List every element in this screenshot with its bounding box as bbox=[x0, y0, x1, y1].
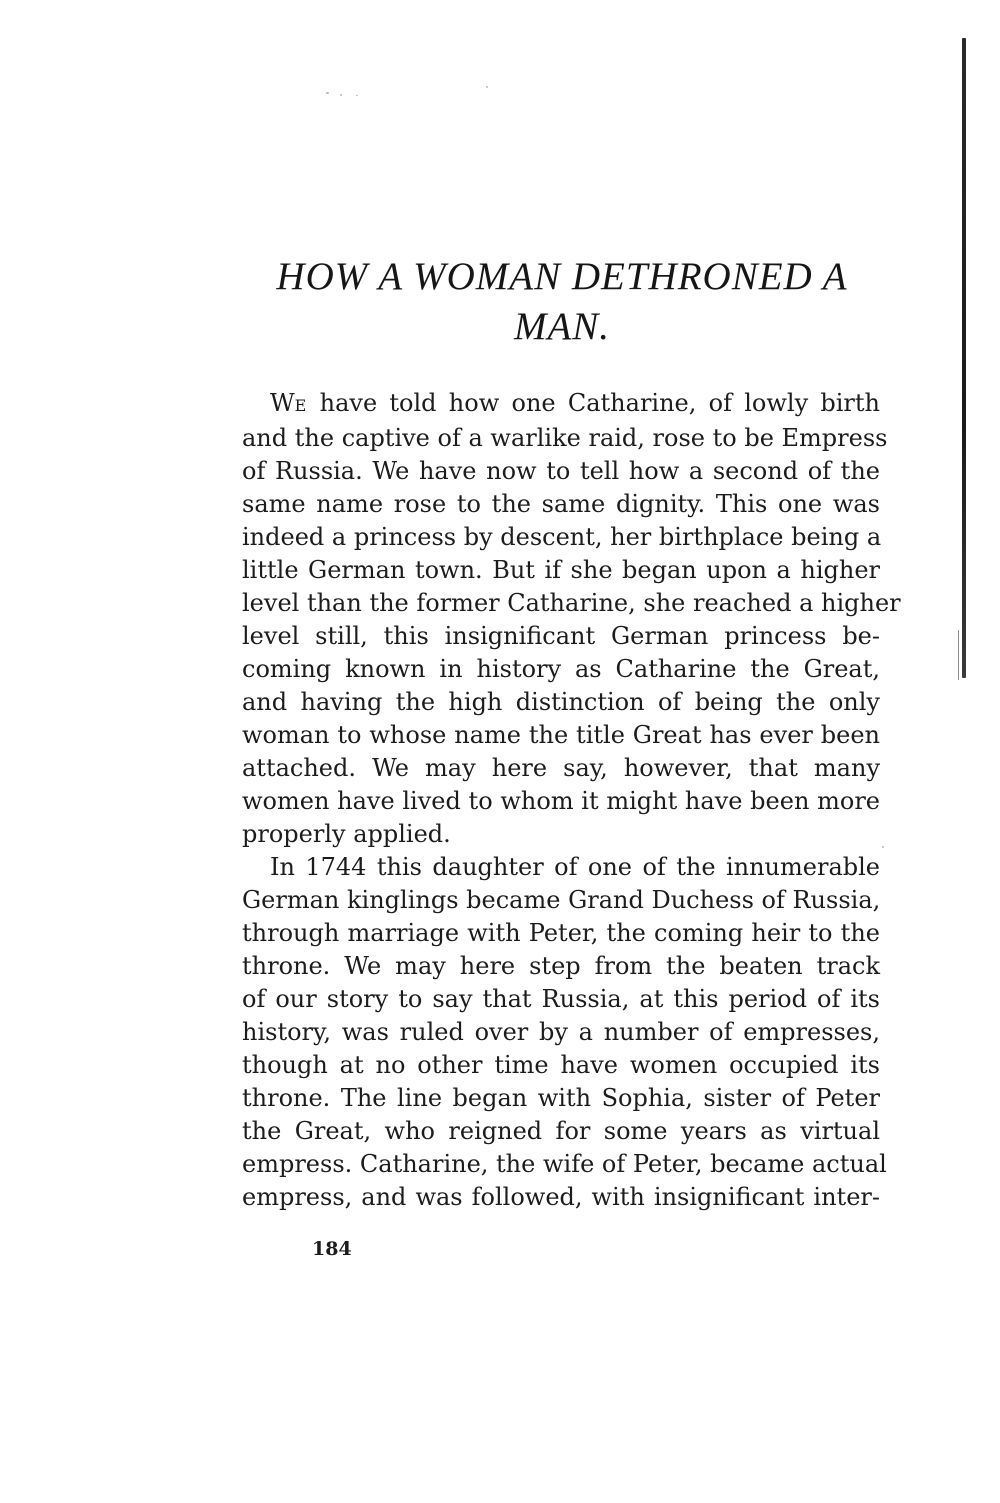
text-line-23: the Great, who reigned for some years as virtual bbox=[242, 1117, 880, 1145]
text-line-25: empress, and was followed, with insignificant inter- bbox=[242, 1183, 880, 1211]
dropcap-w: W bbox=[270, 389, 295, 417]
text-line-9: coming known in history as Catharine the Great, bbox=[242, 655, 880, 683]
page-number: 184 bbox=[312, 1238, 352, 1260]
text-line-10: and having the high distinction of being the only bbox=[242, 688, 880, 716]
text-line-13: women have lived to whom it might have been more bbox=[242, 787, 880, 815]
text-line-8: level still, this insignificant German princess be- bbox=[242, 622, 880, 650]
text-line-21: though at no other time have women occupied its bbox=[242, 1051, 880, 1079]
body-text bbox=[242, 387, 901, 1214]
chapter-title-line-1: HOW A WOMAN DETHRONED A bbox=[276, 255, 848, 298]
text-line-20: history, was ruled over by a number of empresses, bbox=[242, 1018, 880, 1046]
chapter-title bbox=[232, 252, 892, 352]
text-line-19: of our story to say that Russia, at this period of its bbox=[242, 985, 880, 1013]
text-line-1 bbox=[242, 387, 880, 422]
scan-speck bbox=[356, 95, 358, 96]
text-line-1-rest: have told how one Catharine, of lowly birth bbox=[307, 389, 880, 417]
text-line-18: throne. We may here step from the beaten track bbox=[242, 952, 880, 980]
page-edge-shadow-thin bbox=[958, 630, 959, 680]
text-line-15: In 1744 this daughter of one of the innumerable bbox=[270, 853, 880, 881]
text-line-3: of Russia. We have now to tell how a second of the bbox=[242, 457, 880, 485]
text-line-12: attached. We may here say, however, that many bbox=[242, 754, 880, 782]
text-line-6: little German town. But if she began upon a higher bbox=[242, 556, 880, 584]
text-line-11: woman to whose name the title Great has ever been bbox=[242, 721, 880, 749]
text-line-7: level than the former Catharine, she reached a higher bbox=[242, 589, 901, 617]
text-line-5: indeed a princess by descent, her birthplace being a bbox=[242, 523, 882, 551]
text-line-2: and the captive of a warlike raid, rose to be Empress bbox=[242, 424, 888, 452]
text-line-17: through marriage with Peter, the coming heir to the bbox=[242, 919, 880, 947]
chapter-title-line-2: MAN. bbox=[513, 305, 611, 348]
scan-speck bbox=[326, 92, 329, 94]
scan-speck bbox=[882, 846, 884, 848]
text-line-14: properly applied. bbox=[242, 820, 451, 848]
scan-speck bbox=[486, 86, 488, 88]
page-edge-shadow bbox=[962, 38, 966, 678]
dropcap-e: E bbox=[294, 396, 308, 415]
text-line-16: German kinglings became Grand Duchess of Russia, bbox=[242, 886, 881, 914]
text-line-4: same name rose to the same dignity. This one was bbox=[242, 490, 880, 518]
text-line-24: empress. Catharine, the wife of Peter, became actual bbox=[242, 1150, 887, 1178]
text-line-22: throne. The line began with Sophia, sister of Peter bbox=[242, 1084, 880, 1112]
scan-speck bbox=[340, 94, 342, 96]
